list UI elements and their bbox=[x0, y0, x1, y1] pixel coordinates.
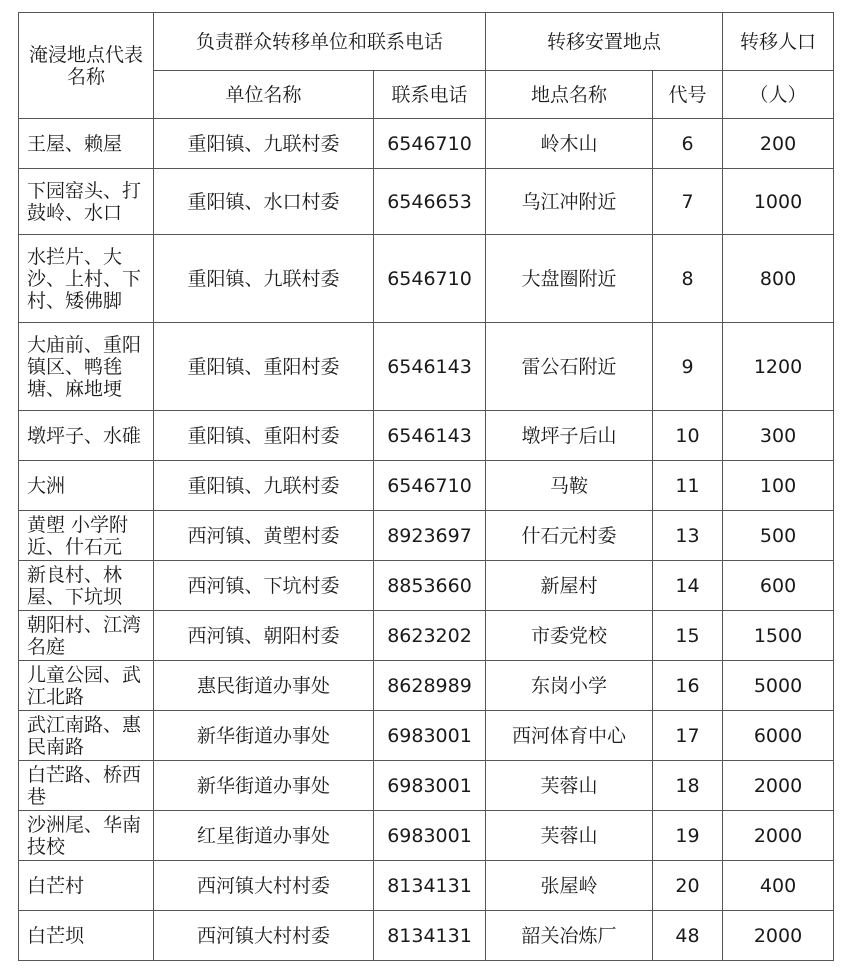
cell-code: 11 bbox=[653, 461, 723, 511]
cell-site: 新屋村 bbox=[486, 561, 653, 611]
cell-area: 沙洲尾、华南技校 bbox=[19, 811, 154, 861]
cell-site: 西河体育中心 bbox=[486, 711, 653, 761]
table-row bbox=[19, 411, 834, 461]
table-row bbox=[19, 461, 834, 511]
cell-code: 15 bbox=[653, 611, 723, 661]
cell-count: 100 bbox=[723, 461, 834, 511]
cell-area: 朝阳村、江湾名庭 bbox=[19, 611, 154, 661]
cell-phone: 8923697 bbox=[374, 511, 486, 561]
table-row bbox=[19, 661, 834, 711]
cell-code: 7 bbox=[653, 169, 723, 235]
cell-code: 10 bbox=[653, 411, 723, 461]
cell-area: 武江南路、惠民南路 bbox=[19, 711, 154, 761]
cell-unit: 新华街道办事处 bbox=[154, 711, 374, 761]
cell-code: 8 bbox=[653, 235, 723, 323]
table-row bbox=[19, 323, 834, 411]
table-row bbox=[19, 811, 834, 861]
cell-unit: 重阳镇、水口村委 bbox=[154, 169, 374, 235]
cell-area: 新良村、林屋、下坑坝 bbox=[19, 561, 154, 611]
header-site-group: 转移安置地点 bbox=[486, 13, 723, 71]
cell-unit: 重阳镇、九联村委 bbox=[154, 119, 374, 169]
cell-phone: 6546143 bbox=[374, 323, 486, 411]
cell-count: 1500 bbox=[723, 611, 834, 661]
table-body bbox=[19, 119, 834, 961]
header-phone: 联系电话 bbox=[374, 71, 486, 119]
cell-site: 墩坪子后山 bbox=[486, 411, 653, 461]
cell-area: 白芒坝 bbox=[19, 911, 154, 961]
cell-phone: 6546710 bbox=[374, 461, 486, 511]
cell-count: 2000 bbox=[723, 911, 834, 961]
cell-unit: 西河镇大村村委 bbox=[154, 861, 374, 911]
cell-unit: 惠民街道办事处 bbox=[154, 661, 374, 711]
cell-phone: 8134131 bbox=[374, 861, 486, 911]
cell-site: 大盘圈附近 bbox=[486, 235, 653, 323]
cell-phone: 8628989 bbox=[374, 661, 486, 711]
cell-count: 2000 bbox=[723, 811, 834, 861]
cell-area: 水拦片、大沙、上村、下村、矮佛脚 bbox=[19, 235, 154, 323]
cell-code: 17 bbox=[653, 711, 723, 761]
cell-site: 乌江冲附近 bbox=[486, 169, 653, 235]
cell-phone: 6546653 bbox=[374, 169, 486, 235]
table-row bbox=[19, 911, 834, 961]
cell-site: 张屋岭 bbox=[486, 861, 653, 911]
cell-phone: 6983001 bbox=[374, 761, 486, 811]
cell-phone: 6546143 bbox=[374, 411, 486, 461]
header-row-1 bbox=[19, 13, 834, 71]
cell-site: 市委党校 bbox=[486, 611, 653, 661]
table-row bbox=[19, 861, 834, 911]
cell-count: 5000 bbox=[723, 661, 834, 711]
cell-phone: 8853660 bbox=[374, 561, 486, 611]
evacuation-table bbox=[18, 12, 834, 961]
cell-phone: 6546710 bbox=[374, 235, 486, 323]
cell-count: 600 bbox=[723, 561, 834, 611]
cell-unit: 重阳镇、重阳村委 bbox=[154, 411, 374, 461]
table-row bbox=[19, 761, 834, 811]
cell-unit: 西河镇大村村委 bbox=[154, 911, 374, 961]
header-unit-group: 负责群众转移单位和联系电话 bbox=[154, 13, 486, 71]
cell-unit: 重阳镇、九联村委 bbox=[154, 461, 374, 511]
cell-code: 6 bbox=[653, 119, 723, 169]
cell-site: 马鞍 bbox=[486, 461, 653, 511]
cell-count: 1000 bbox=[723, 169, 834, 235]
table-row bbox=[19, 561, 834, 611]
cell-phone: 6546710 bbox=[374, 119, 486, 169]
cell-site: 东岗小学 bbox=[486, 661, 653, 711]
cell-code: 19 bbox=[653, 811, 723, 861]
cell-count: 800 bbox=[723, 235, 834, 323]
cell-area: 黄塱 小学附近、什石元 bbox=[19, 511, 154, 561]
cell-site: 韶关冶炼厂 bbox=[486, 911, 653, 961]
cell-unit: 西河镇、朝阳村委 bbox=[154, 611, 374, 661]
header-count-top: 转移人口 bbox=[723, 13, 834, 71]
cell-phone: 8623202 bbox=[374, 611, 486, 661]
cell-code: 18 bbox=[653, 761, 723, 811]
cell-count: 500 bbox=[723, 511, 834, 561]
cell-site: 芙蓉山 bbox=[486, 811, 653, 861]
cell-phone: 8134131 bbox=[374, 911, 486, 961]
cell-count: 2000 bbox=[723, 761, 834, 811]
cell-code: 20 bbox=[653, 861, 723, 911]
cell-code: 16 bbox=[653, 661, 723, 711]
table-row bbox=[19, 711, 834, 761]
cell-phone: 6983001 bbox=[374, 711, 486, 761]
cell-area: 下园窑头、打鼓岭、水口 bbox=[19, 169, 154, 235]
cell-area: 大洲 bbox=[19, 461, 154, 511]
cell-site: 芙蓉山 bbox=[486, 761, 653, 811]
cell-site: 岭木山 bbox=[486, 119, 653, 169]
cell-count: 200 bbox=[723, 119, 834, 169]
cell-count: 400 bbox=[723, 861, 834, 911]
cell-area: 王屋、赖屋 bbox=[19, 119, 154, 169]
cell-area: 大庙前、重阳镇区、鸭毪塘、麻地埂 bbox=[19, 323, 154, 411]
cell-code: 9 bbox=[653, 323, 723, 411]
header-unit-name: 单位名称 bbox=[154, 71, 374, 119]
cell-phone: 6983001 bbox=[374, 811, 486, 861]
table-row bbox=[19, 119, 834, 169]
table-row bbox=[19, 235, 834, 323]
table-row bbox=[19, 611, 834, 661]
cell-code: 14 bbox=[653, 561, 723, 611]
cell-code: 13 bbox=[653, 511, 723, 561]
cell-unit: 西河镇、黄塱村委 bbox=[154, 511, 374, 561]
table-row bbox=[19, 169, 834, 235]
cell-code: 48 bbox=[653, 911, 723, 961]
cell-count: 1200 bbox=[723, 323, 834, 411]
cell-area: 白芒村 bbox=[19, 861, 154, 911]
cell-site: 雷公石附近 bbox=[486, 323, 653, 411]
cell-site: 什石元村委 bbox=[486, 511, 653, 561]
cell-unit: 重阳镇、九联村委 bbox=[154, 235, 374, 323]
table-row bbox=[19, 511, 834, 561]
header-count-bottom: （人） bbox=[723, 71, 834, 119]
header-site-name: 地点名称 bbox=[486, 71, 653, 119]
header-area: 淹浸地点代表名称 bbox=[19, 13, 154, 119]
cell-unit: 西河镇、下坑村委 bbox=[154, 561, 374, 611]
cell-area: 儿童公园、武江北路 bbox=[19, 661, 154, 711]
cell-count: 6000 bbox=[723, 711, 834, 761]
cell-area: 白芒路、桥西巷 bbox=[19, 761, 154, 811]
cell-unit: 新华街道办事处 bbox=[154, 761, 374, 811]
cell-count: 300 bbox=[723, 411, 834, 461]
header-code: 代号 bbox=[653, 71, 723, 119]
cell-unit: 红星街道办事处 bbox=[154, 811, 374, 861]
cell-area: 墩坪子、水碓 bbox=[19, 411, 154, 461]
cell-unit: 重阳镇、重阳村委 bbox=[154, 323, 374, 411]
